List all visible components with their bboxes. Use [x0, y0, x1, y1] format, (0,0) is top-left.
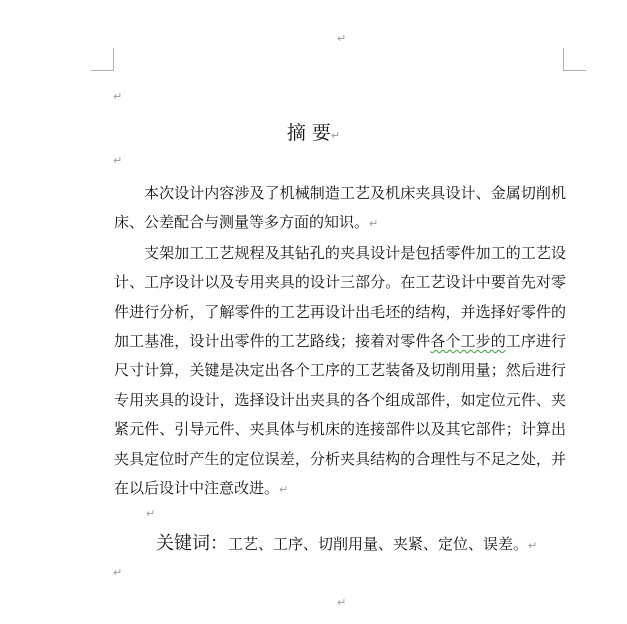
crop-mark-top-right-v — [563, 48, 564, 71]
crop-mark-top-right-h — [563, 70, 586, 71]
paragraph-mark: ↵ — [330, 129, 341, 142]
paragraph-mark: ↵ — [528, 539, 538, 552]
keywords-text: 工艺、工序、切削用量、夹紧、定位、误差。 — [228, 535, 529, 553]
grammar-flagged-text[interactable]: 各个工步的 — [430, 332, 506, 351]
paragraph-text: 工序进行尺寸计算，关键是决定出各个工序的工艺装备及切削用量；然后进行专用夹具的设计，选择设计出夹具的各个组成部件，如定位元件、夹紧元件、引导元件、夹具体与机床的连接部件以及其它部件；计算出夹具定位时产生的定位误差，分析夹具结构的合理性与不足之处，并在以后设计中注意改进。 — [114, 332, 566, 498]
abstract-paragraph-2 — [114, 239, 566, 505]
paragraph-text: 本次设计内容涉及了机械制造工艺及机床夹具设计、金属切削机床、公差配合与测量等多方面的知识。 — [114, 184, 566, 232]
empty-paragraph-mark: ↵ — [113, 154, 123, 167]
paragraph-mark: ↵ — [279, 483, 289, 497]
footer-paragraph-mark: ↵ — [337, 596, 347, 609]
abstract-paragraph-1 — [114, 179, 566, 239]
empty-paragraph-mark: ↵ — [146, 507, 156, 520]
paragraph-mark: ↵ — [369, 217, 379, 231]
paragraph-text: 支架加工工艺规程及其钻孔的夹具设计是包括零件加工的工艺设计、工序设计以及专用夹具的设计三部分。在工艺设计中要首先对零件进行分析，了解零件的工艺再设计出毛坯的结构，并选择好零件的加工基准，设计出零件的工艺路线；接着对零件 — [114, 243, 566, 351]
header-paragraph-mark: ↵ — [337, 32, 347, 45]
abstract-body — [114, 179, 566, 504]
keywords-line — [156, 529, 576, 555]
abstract-title-text: 摘 要 — [286, 122, 331, 144]
crop-mark-top-left-v — [113, 48, 114, 71]
empty-paragraph-mark: ↵ — [113, 90, 123, 103]
keywords-label: 关键词： — [156, 533, 228, 554]
empty-paragraph-mark: ↵ — [113, 566, 123, 579]
abstract-title — [0, 118, 627, 145]
crop-mark-top-left-h — [91, 70, 114, 71]
